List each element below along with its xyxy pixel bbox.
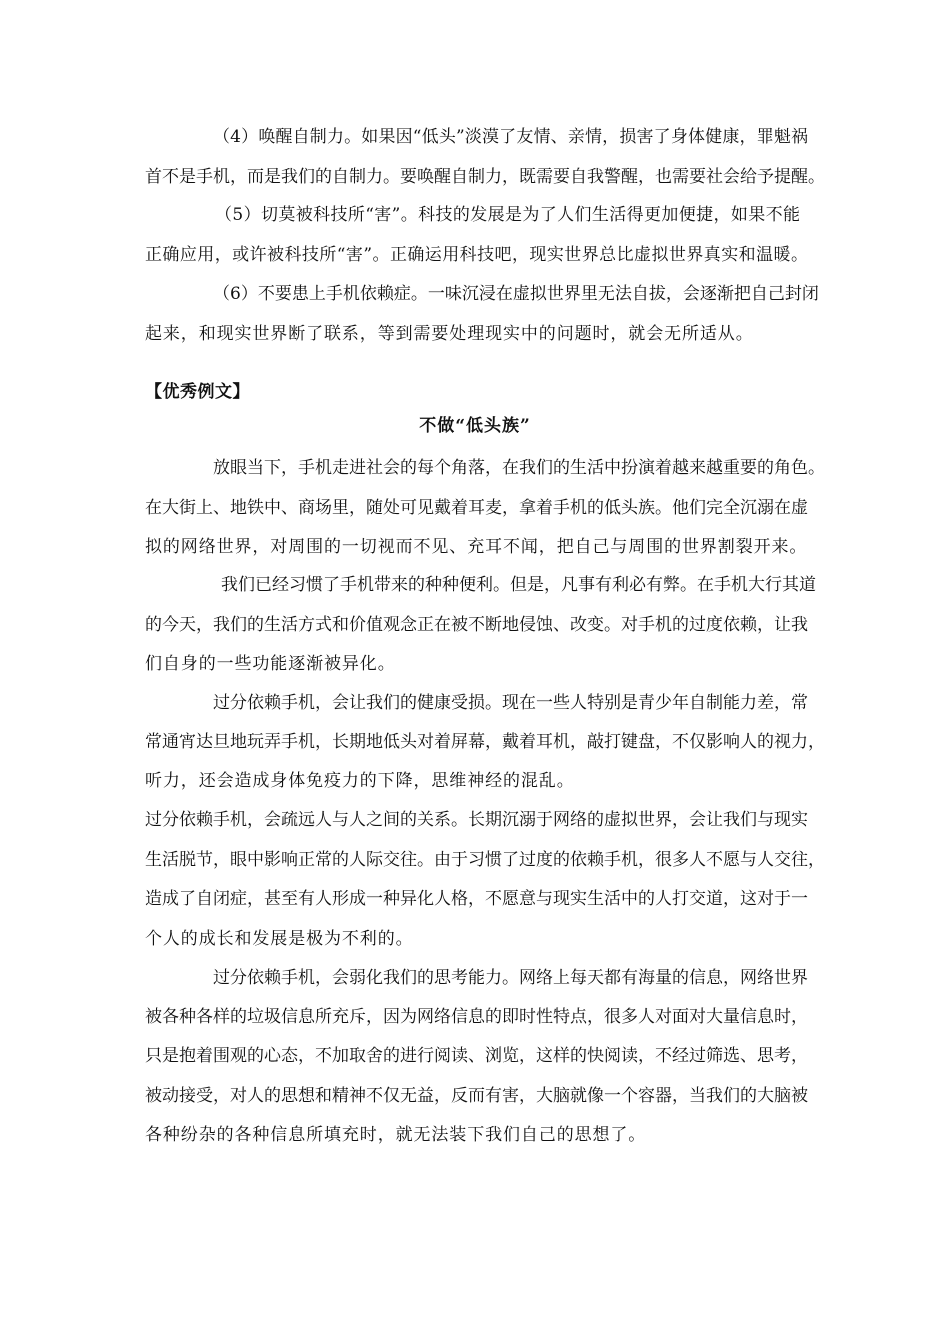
essay-paragraph-3-line-1: 过分依赖手机，会让我们的健康受损。现在一些人特别是青少年自制能力差，常 [213, 693, 808, 713]
essay-title: 不做“低头族” [419, 416, 531, 436]
essay-paragraph-2-line-1: 我们已经习惯了手机带来的种种便利。但是，凡事有利必有弊。在手机大行其道 [221, 575, 816, 595]
section-heading: 【优秀例文】 [145, 382, 250, 402]
essay-paragraph-1-line-2: 在大街上、地铁中、商场里，随处可见戴着耳麦，拿着手机的低头族。他们完全沉溺在虚 [145, 498, 808, 518]
essay-paragraph-5-line-3: 只是抱着围观的心态，不加取舍的进行阅读、浏览，这样的快阅读，不经过筛选、思考， [145, 1046, 808, 1066]
point-6-line-2: 起来，和现实世界断了联系，等到需要处理现实中的问题时，就会无所适从。 [145, 324, 754, 344]
essay-paragraph-4-line-4: 个人的成长和发展是极为不利的。 [145, 929, 414, 949]
essay-paragraph-5-line-2: 被各种各样的垃圾信息所充斥，因为网络信息的即时性特点，很多人对面对大量信息时， [145, 1007, 808, 1027]
essay-paragraph-1-line-3: 拟的网络世界，对周围的一切视而不见、充耳不闻，把自己与周围的世界割裂开来。 [145, 537, 808, 557]
essay-paragraph-4-line-3: 造成了自闭症，甚至有人形成一种异化人格，不愿意与现实生活中的人打交道，这对于一 [145, 889, 808, 909]
essay-paragraph-4-line-2: 生活脱节，眼中影响正常的人际交往。由于习惯了过度的依赖手机，很多人不愿与人交往， [145, 850, 825, 870]
point-6-line-1: （6）不要患上手机依赖症。一味沉浸在虚拟世界里无法自拔，会逐渐把自己封闭 [213, 284, 819, 304]
essay-paragraph-4-line-1: 过分依赖手机，会疏远人与人之间的关系。长期沉溺于网络的虚拟世界，会让我们与现实 [145, 810, 808, 830]
point-4-line-1: （4）唤醒自制力。如果因“低头”淡漠了友情、亲情，损害了身体健康，罪魁祸 [213, 127, 808, 147]
point-4-line-2: 首不是手机，而是我们的自制力。要唤醒自制力，既需要自我警醒，也需要社会给予提醒。 [145, 167, 825, 187]
point-5-line-1: （5）切莫被科技所“害”。科技的发展是为了人们生活得更加便捷，如果不能 [215, 205, 800, 225]
essay-paragraph-3-line-2: 常通宵达旦地玩弄手机，长期地低头对着屏幕，戴着耳机，敲打键盘，不仅影响人的视力， [145, 732, 825, 752]
point-5-line-2: 正确应用，或许被科技所“害”。正确运用科技吧，现实世界总比虚拟世界真实和温暖。 [145, 245, 808, 265]
essay-paragraph-1-line-1: 放眼当下，手机走进社会的每个角落，在我们的生活中扮演着越来越重要的角色。 [213, 458, 825, 478]
essay-paragraph-5-line-1: 过分依赖手机，会弱化我们的思考能力。网络上每天都有海量的信息，网络世界 [213, 968, 808, 988]
essay-paragraph-2-line-2: 的今天，我们的生活方式和价值观念正在被不断地侵蚀、改变。对手机的过度依赖，让我 [145, 615, 808, 635]
essay-paragraph-5-line-5: 各种纷杂的各种信息所填充时，就无法装下我们自己的思想了。 [145, 1125, 647, 1145]
essay-paragraph-2-line-3: 们自身的一些功能逐渐被异化。 [145, 654, 396, 674]
essay-paragraph-5-line-4: 被动接受，对人的思想和精神不仅无益，反而有害，大脑就像一个容器，当我们的大脑被 [145, 1086, 808, 1106]
essay-paragraph-3-line-3: 听力，还会造成身体免疫力的下降，思维神经的混乱。 [145, 771, 575, 791]
